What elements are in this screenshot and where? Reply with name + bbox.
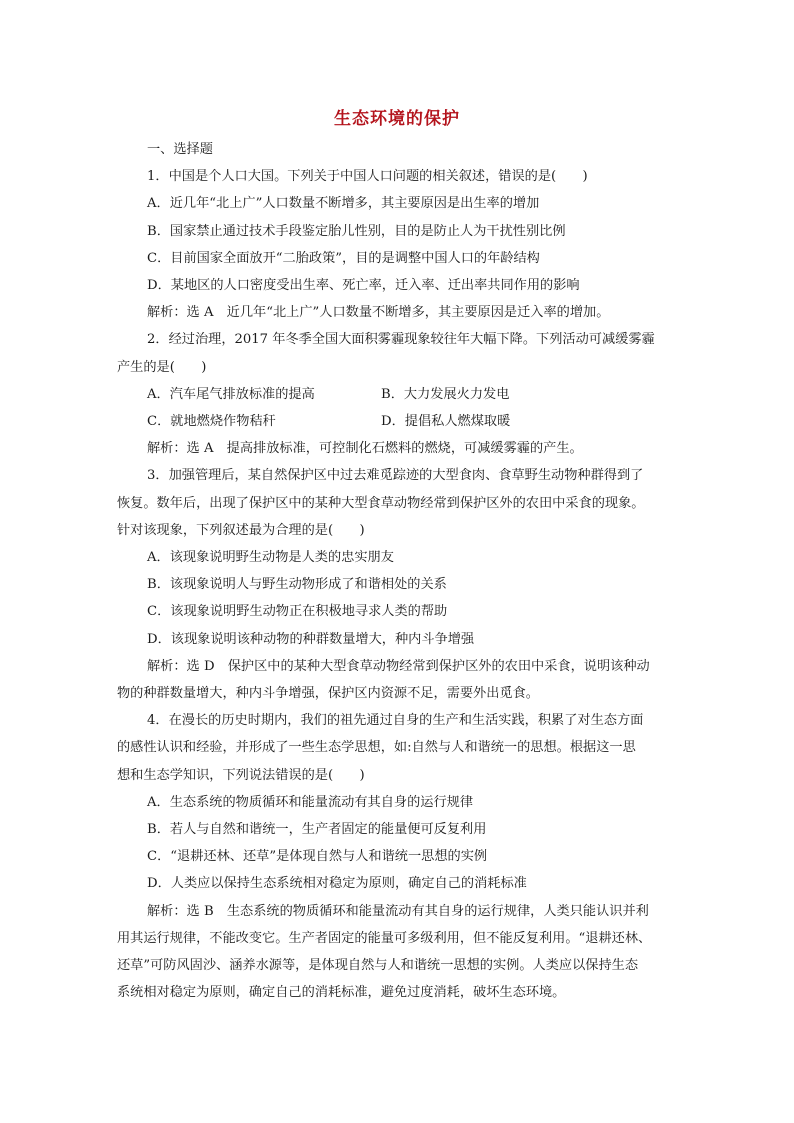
document-body	[117, 136, 677, 1007]
section-heading: 一、选择题	[147, 142, 213, 157]
question-2	[117, 326, 677, 462]
analysis-continued: 物的种群数量增大，种内斗争增强，保护区内资源不足，需要外出觅食。	[117, 686, 539, 702]
question-stem-line: 针对该现象，下列叙述最为合理的是( )	[117, 522, 365, 538]
option-b: B．该现象说明人与野生动物形成了和谐相处的关系	[147, 577, 447, 593]
option-c: C．该现象说明野生动物正在积极地寻求人类的帮助	[147, 604, 448, 620]
option-c: C．就地燃烧作物秸秆	[147, 414, 276, 430]
option-d: D．该现象说明该种动物的种群数量增大，种内斗争增强	[147, 631, 475, 647]
document-title: 生态环境的保护	[334, 109, 460, 129]
option-a: A．该现象说明野生动物是人类的忠实朋友	[147, 550, 394, 566]
option-c: C．目前国家全面放开“二胎政策”，目的是调整中国人口的年龄结构	[147, 250, 540, 266]
question-stem-line: 1．中国是个人口大国。下列关于中国人口问题的相关叙述，错误的是( )	[147, 169, 588, 185]
options-row	[117, 381, 677, 408]
option-d: D．人类应以保持生态系统相对稳定为原则，确定自己的消耗标准	[147, 876, 527, 892]
question-stem-line: 想和生态学知识，下列说法错误的是( )	[117, 767, 365, 783]
analysis-continued: 系统相对稳定为原则，确定自己的消耗标准，避免过度消耗，破坏生态环境。	[117, 985, 566, 1001]
question-stem-line: 的感性认识和经验，并形成了一些生态学思想，如:自然与人和谐统一的思想。根据这一思	[117, 740, 636, 756]
option-a: A．汽车尾气排放标准的提高	[147, 386, 315, 402]
option-b: B．大力发展火力发电	[381, 386, 510, 402]
question-4	[117, 707, 677, 1006]
analysis: 解析：选 D 保护区中的某种大型食草动物经常到保护区外的农田中采食，说明该种动	[147, 658, 650, 674]
question-stem-line: 4．在漫长的历史时期内，我们的祖先通过自身的生产和生活实践，积累了对生态方面	[147, 713, 644, 729]
question-stem-line: 恢复。数年后，出现了保护区中的某种大型食草动物经常到保护区外的农田中采食的现象。	[117, 495, 645, 511]
option-b: B．若人与自然和谐统一，生产者固定的能量便可反复利用	[147, 822, 487, 838]
question-stem-line: 2．经过治理，2017 年冬季全国大面积雾霾现象较往年大幅下降。下列活动可减缓雾霾	[147, 332, 655, 348]
option-a: A．近几年“北上广”人口数量不断增多，其主要原因是出生率的增加	[147, 196, 540, 212]
option-d: D．某地区的人口密度受出生率、死亡率，迁入率、迁出率共同作用的影响	[147, 278, 580, 294]
analysis: 解析：选 A 近几年“北上广”人口数量不断增多，其主要原因是迁入率的增加。	[147, 305, 610, 321]
option-d: D．提倡私人燃煤取暖	[381, 414, 511, 430]
option-b: B．国家禁止通过技术手段鉴定胎儿性别，目的是防止人为干扰性别比例	[147, 223, 566, 239]
option-c: C．“退耕还林、还草”是体现自然与人和谐统一思想的实例	[147, 849, 488, 865]
analysis-continued: 用其运行规律，不能改变它。生产者固定的能量可多级利用，但不能反复利用。“退耕还林、	[117, 930, 652, 946]
question-1	[117, 163, 677, 326]
analysis: 解析：选 A 提高排放标准，可控制化石燃料的燃烧，可减缓雾霾的产生。	[147, 441, 583, 457]
question-stem-line: 产生的是( )	[117, 359, 207, 375]
question-3	[117, 462, 677, 707]
option-a: A．生态系统的物质循环和能量流动有其自身的运行规律	[147, 794, 474, 810]
question-stem-line: 3．加强管理后，某自然保护区中过去难觅踪迹的大型食肉、食草野生动物种群得到了	[147, 468, 644, 484]
options-row	[117, 408, 677, 435]
analysis-continued: 还草”可防风固沙、涵养水源等，是体现自然与人和谐统一思想的实例。人类应以保持生态	[117, 958, 639, 974]
analysis: 解析：选 B 生态系统的物质循环和能量流动有其自身的运行规律，人类只能认识并利	[147, 903, 649, 919]
